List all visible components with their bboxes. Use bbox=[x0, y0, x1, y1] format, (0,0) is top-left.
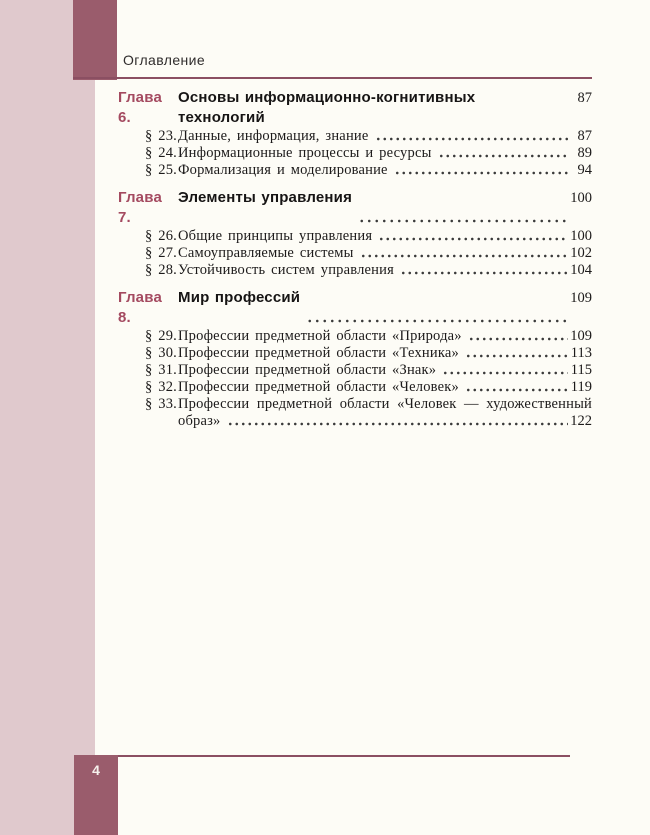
section-number: § 26. bbox=[145, 228, 177, 244]
section-title: Профессии предметной области «Природа» bbox=[178, 328, 462, 344]
dot-leader bbox=[468, 337, 568, 341]
section-title: Данные, информация, знание bbox=[178, 128, 369, 144]
toc-chapter-row bbox=[118, 188, 592, 228]
toc-section-row bbox=[118, 145, 592, 162]
chapter-label: Глава 8. bbox=[118, 289, 162, 326]
section-title: Самоуправляемые системы bbox=[178, 245, 354, 261]
toc-section-row bbox=[118, 379, 592, 396]
sidebar-strip bbox=[0, 0, 95, 835]
page-number: 4 bbox=[92, 762, 100, 778]
page-ref: 89 bbox=[577, 145, 592, 161]
section-number: § 24. bbox=[145, 145, 177, 161]
chapter-title: Мир профессий bbox=[178, 289, 301, 306]
section-title: Формализация и моделирование bbox=[178, 162, 388, 178]
dot-leader bbox=[360, 254, 568, 258]
dot-leader bbox=[400, 271, 568, 275]
section-number: § 23. bbox=[145, 128, 177, 144]
section-number: § 29. bbox=[145, 328, 177, 344]
section-number: § 32. bbox=[145, 379, 177, 395]
footer-rule bbox=[74, 755, 570, 757]
page-ref: 87 bbox=[577, 128, 592, 144]
dot-leader bbox=[378, 237, 568, 241]
section-title: Профессии предметной области «Знак» bbox=[178, 362, 437, 378]
page-ref: 113 bbox=[570, 345, 592, 361]
dot-leader bbox=[394, 171, 568, 175]
toc-section-row bbox=[118, 162, 592, 179]
page-ref: 115 bbox=[570, 362, 592, 378]
section-title: Профессии предметной области «Человек» bbox=[178, 379, 459, 395]
section-title: Общие принципы управления bbox=[178, 228, 373, 244]
toc-section-row bbox=[118, 362, 592, 379]
section-number: § 31. bbox=[145, 362, 177, 378]
chapter-title: Элементы управления bbox=[178, 189, 353, 206]
section-number: § 25. bbox=[145, 162, 177, 178]
toc-section-row bbox=[118, 396, 592, 413]
dot-leader bbox=[358, 219, 568, 223]
section-title-line-1: Профессии предметной области «Человек — художественный bbox=[178, 396, 592, 412]
toc-chapter-row bbox=[118, 88, 592, 128]
chapter-label: Глава 7. bbox=[118, 189, 162, 226]
section-number: § 33. bbox=[145, 396, 177, 412]
dot-leader bbox=[227, 422, 569, 426]
dot-leader bbox=[438, 154, 568, 158]
dot-leader bbox=[442, 371, 568, 375]
dot-leader bbox=[465, 354, 568, 358]
toc-section-row bbox=[118, 245, 592, 262]
toc-section-row bbox=[118, 345, 592, 362]
section-title: Устойчивость систем управления bbox=[178, 262, 394, 278]
section-number: § 30. bbox=[145, 345, 177, 361]
section-title: Информационные процессы и ресурсы bbox=[178, 145, 432, 161]
page-ref: 100 bbox=[570, 190, 592, 206]
section-title-line-2: образ» bbox=[178, 413, 221, 429]
page-ref: 87 bbox=[577, 90, 592, 106]
page-number-box bbox=[74, 755, 118, 835]
toc-section-row bbox=[118, 128, 592, 145]
page-ref: 109 bbox=[570, 328, 592, 344]
toc-chapter-row bbox=[118, 288, 592, 328]
running-header: Оглавление bbox=[123, 52, 206, 68]
toc-section-row bbox=[118, 262, 592, 279]
page-ref: 100 bbox=[570, 228, 592, 244]
dot-leader bbox=[375, 137, 569, 141]
dot-leader bbox=[306, 319, 568, 323]
section-title: Профессии предметной области «Техника» bbox=[178, 345, 459, 361]
chapter-title: Основы информационно-когнитивных технологий bbox=[178, 89, 476, 126]
table-of-contents bbox=[118, 79, 592, 430]
chapter-tab-top bbox=[73, 0, 117, 80]
toc-section-row bbox=[118, 228, 592, 245]
chapter-label: Глава 6. bbox=[118, 89, 162, 126]
dot-leader bbox=[465, 388, 568, 392]
page-ref: 119 bbox=[570, 379, 592, 395]
page-ref: 109 bbox=[570, 290, 592, 306]
toc-section-row bbox=[118, 328, 592, 345]
page-ref: 104 bbox=[570, 262, 592, 278]
section-number: § 28. bbox=[145, 262, 177, 278]
page-ref: 94 bbox=[577, 162, 592, 178]
toc-section-row-continuation bbox=[118, 413, 592, 430]
page-ref: 122 bbox=[570, 413, 592, 429]
page-ref: 102 bbox=[570, 245, 592, 261]
section-number: § 27. bbox=[145, 245, 177, 261]
